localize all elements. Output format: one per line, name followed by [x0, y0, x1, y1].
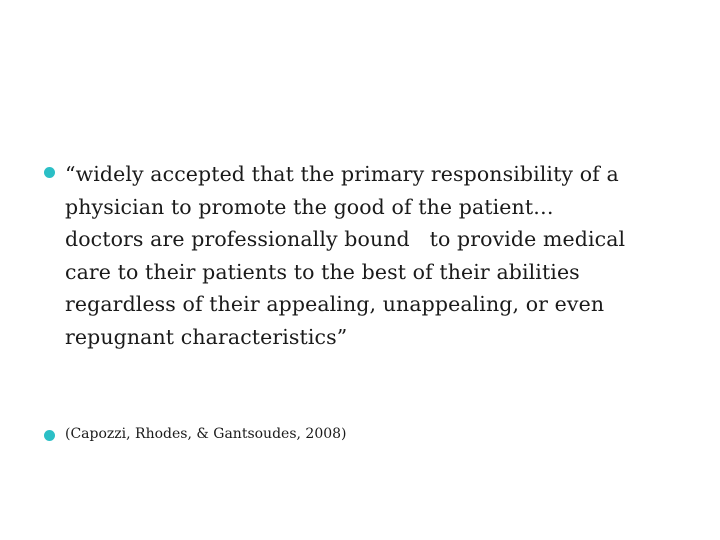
quote-text: [65, 158, 625, 353]
quote-line: physician to promote the good of the patient…: [65, 194, 554, 219]
quote-line: regardless of their appealing, unappealing, or even: [65, 292, 605, 316]
bullet-dot-icon: [44, 167, 55, 178]
citation-bullet-item: [44, 424, 684, 444]
citation-text: (Capozzi, Rhodes, & Gantsoudes, 2008): [65, 426, 347, 442]
quote-line: repugnant characteristics”: [65, 324, 348, 349]
quote-line: care to their patients to the best of their abilities: [65, 259, 580, 284]
quote-line: “widely accepted that the primary responsibility of a: [65, 162, 619, 186]
quote-bullet-item: [44, 158, 684, 353]
bullet-dot-icon: [44, 430, 55, 441]
quote-line: doctors are professionally bound to provide medical: [65, 227, 626, 251]
